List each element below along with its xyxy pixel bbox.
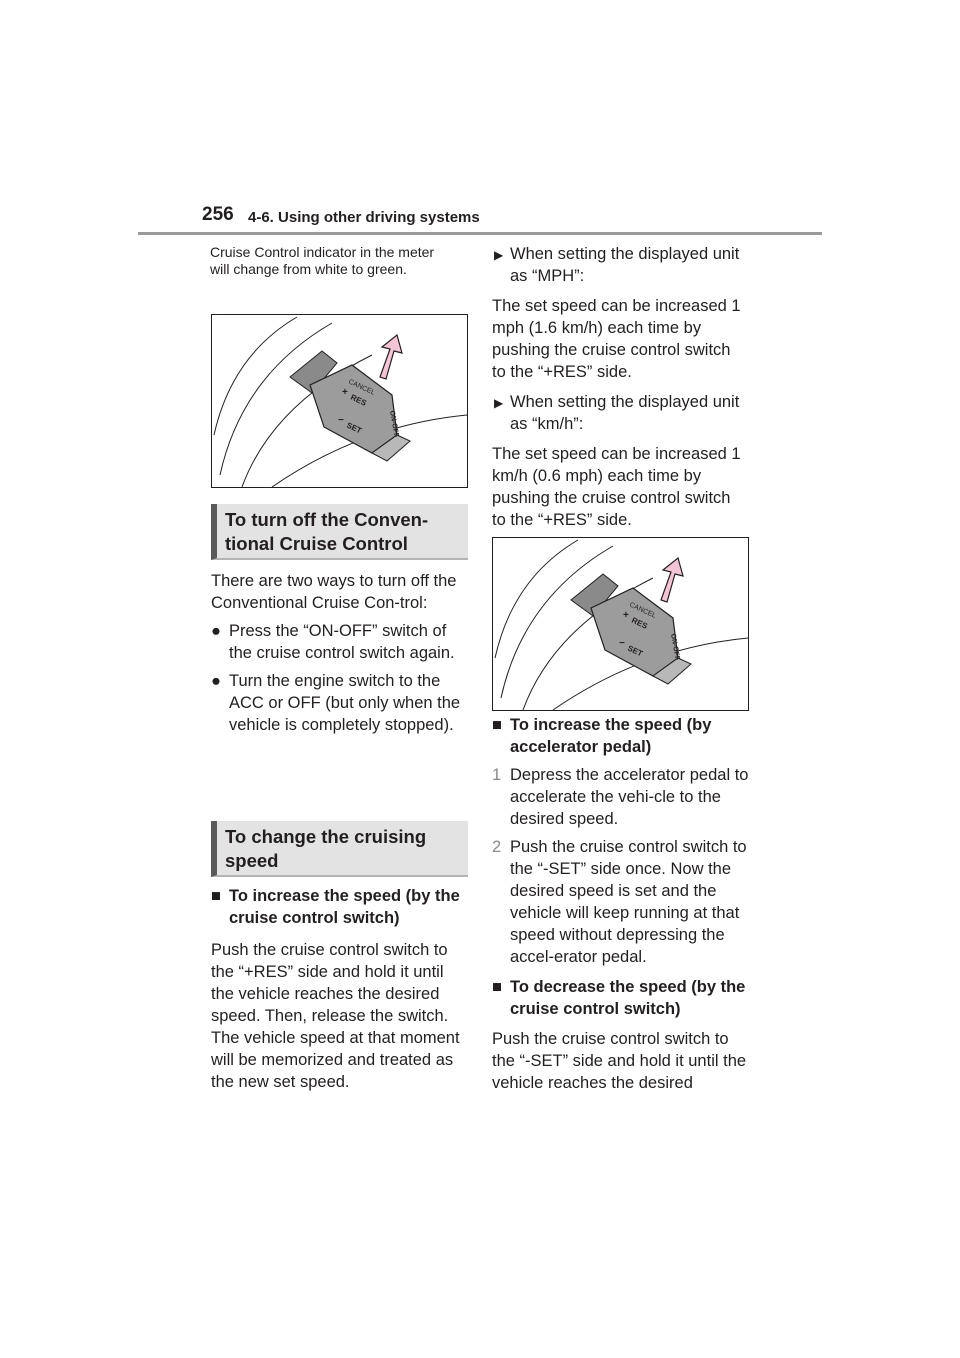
triangle-marker-icon: ▶ (494, 248, 504, 262)
heading-change-speed: To change the cruising speed (211, 821, 468, 877)
label-minus: − (619, 638, 625, 649)
square-marker-icon: ■ (492, 716, 502, 734)
subheading-decrease-switch: ■ To decrease the speed (by the cruise control switch) (492, 978, 746, 1018)
bullet-dot-icon: ● (211, 672, 221, 690)
kmh-title: ▶ When setting the displayed unit as “km/h”: (494, 393, 740, 433)
label-res: RES (630, 615, 649, 631)
label-set: SET (345, 420, 364, 436)
label-on-off: ON-OFF (388, 410, 400, 438)
decrease-switch-body: Push the cruise control switch to the “-SET” side and hold it until the vehicle reaches the desired (492, 1030, 747, 1092)
indicator-note: Cruise Control indicator in the meter will change from white to green. (210, 244, 435, 277)
push-arrow-icon (380, 335, 402, 379)
subheading-increase-switch: ■ To increase the speed (by the cruise control switch) (211, 887, 460, 927)
turn-off-intro: There are two ways to turn off the Conventional Cruise Con-trol: (211, 572, 457, 612)
triangle-marker-icon: ▶ (494, 396, 504, 410)
label-plus: + (342, 387, 348, 398)
subheading-increase-pedal: ■ To increase the speed (by accelerator pedal) (492, 716, 712, 756)
label-set: SET (626, 643, 645, 659)
cruise-switch-figure-2 (492, 537, 749, 711)
label-plus: + (623, 610, 629, 621)
cruise-switch-figure-1 (211, 314, 468, 488)
increase-switch-body: Push the cruise control switch to the “+RES” side and hold it until the vehicle reaches the desired speed. Then, release the switch. The vehicle speed at that moment will be memorized and treated as the new set speed. (211, 941, 460, 1091)
bullet-item: ● Press the “ON-OFF” switch of the cruise control switch again. (211, 622, 455, 662)
mph-title: ▶ When setting the displayed unit as “MPH”: (494, 245, 740, 285)
kmh-body: The set speed can be increased 1 km/h (0.6 mph) each time by pushing the cruise control switch to the “+RES” side. (492, 445, 741, 529)
step-item: 1 Depress the accelerator pedal to accelerate the vehi-cle to the desired speed. (492, 766, 749, 828)
label-res: RES (349, 392, 368, 408)
heading-turn-off: To turn off the Conven- tional Cruise Control (211, 504, 468, 560)
push-arrow-icon (661, 558, 683, 602)
step-item: 2 Push the cruise control switch to the “-SET” side once. Now the desired speed is set and the vehicle will keep running at that speed without depressing the accel-erator pedal. (492, 838, 747, 966)
cruise-lever-illustration (212, 315, 467, 487)
bullet-dot-icon: ● (211, 622, 221, 640)
label-cancel: CANCEL (628, 601, 657, 620)
page-number: 256 (202, 204, 234, 225)
cruise-lever-illustration (493, 538, 748, 710)
label-cancel: CANCEL (347, 378, 376, 397)
square-marker-icon: ■ (211, 887, 221, 905)
section-title: 4-6. Using other driving systems (248, 209, 480, 226)
header-rule (138, 232, 822, 235)
label-on-off: ON-OFF (669, 633, 681, 661)
square-marker-icon: ■ (492, 978, 502, 996)
mph-body: The set speed can be increased 1 mph (1.6 km/h) each time by pushing the cruise control switch to the “+RES” side. (492, 297, 741, 381)
bullet-item: ● Turn the engine switch to the ACC or OFF (but only when the vehicle is completely stopped). (211, 672, 461, 734)
label-minus: − (338, 415, 344, 426)
